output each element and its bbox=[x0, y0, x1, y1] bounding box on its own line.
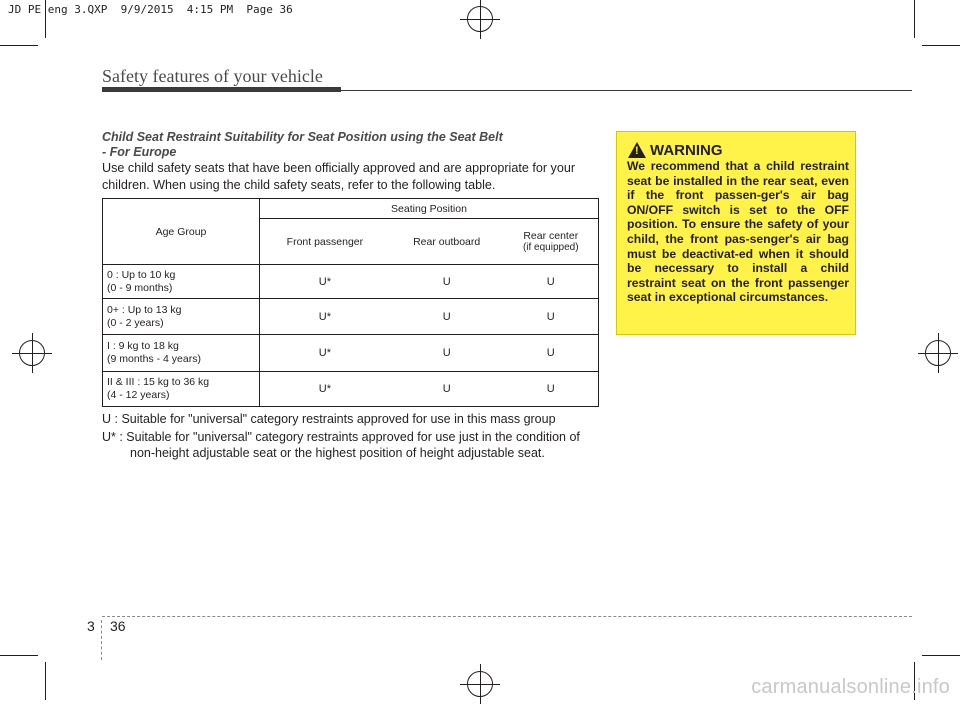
age-group-cell bbox=[103, 265, 260, 299]
registration-mark-left bbox=[19, 340, 45, 366]
section-title bbox=[102, 130, 602, 160]
age-range: (9 months - 4 years) bbox=[107, 353, 201, 365]
value-cell: U bbox=[390, 265, 504, 299]
footer-chapter-number: 3 bbox=[87, 618, 95, 634]
print-slug: JD PE eng 3.QXP 9/9/2015 4:15 PM Page 36 bbox=[8, 3, 293, 16]
weight-range: I : 9 kg to 18 kg bbox=[107, 340, 179, 352]
age-range: (0 - 2 years) bbox=[107, 316, 164, 329]
value-cell: U bbox=[504, 335, 599, 372]
value-cell: U* bbox=[260, 299, 390, 335]
crop-mark bbox=[0, 45, 38, 46]
weight-range: 0 : Up to 10 kg bbox=[107, 268, 176, 281]
seating-position-header: Seating Position bbox=[260, 199, 599, 219]
crop-mark bbox=[922, 655, 960, 656]
column-rear-center-note: (if equipped) bbox=[522, 242, 579, 253]
registration-mark-right bbox=[925, 340, 951, 366]
warning-box bbox=[616, 131, 856, 335]
value-cell: U bbox=[504, 299, 599, 335]
crop-mark bbox=[0, 655, 38, 656]
table-row bbox=[103, 335, 599, 372]
watermark: carmanualsonline.info bbox=[751, 676, 950, 698]
page-header-title: Safety features of your vehicle bbox=[102, 66, 323, 86]
suitability-table bbox=[102, 198, 599, 407]
age-range: (4 - 12 years) bbox=[107, 389, 170, 401]
section-title-line2: - For Europe bbox=[102, 145, 177, 159]
value-cell: U* bbox=[260, 265, 390, 299]
weight-range: II & III : 15 kg to 36 kg bbox=[107, 376, 210, 388]
header-bar bbox=[102, 87, 341, 92]
header-rule bbox=[341, 90, 912, 91]
age-group-cell bbox=[103, 335, 260, 372]
column-front-passenger: Front passenger bbox=[260, 219, 390, 265]
column-rear-center bbox=[504, 219, 599, 265]
value-cell: U* bbox=[260, 372, 390, 407]
footer-separator bbox=[101, 620, 102, 660]
warning-title: WARNING bbox=[650, 142, 723, 159]
warning-triangle-icon bbox=[628, 142, 646, 158]
table-row bbox=[103, 372, 599, 407]
note-universal-star-line1: U* : Suitable for "universal" category restraints approved for use just in the condition of bbox=[102, 430, 580, 444]
value-cell: U bbox=[390, 335, 504, 372]
age-range: (0 - 9 months) bbox=[107, 281, 173, 294]
crop-mark bbox=[45, 662, 46, 700]
warning-text: We recommend that a child restraint seat be installed in the rear seat, even if the front passen-ger's air bag ON/OFF switch is set to the OFF position. To ensure the safety of your child, the front pas-senger's air bag must be deactivat-ed when it should be necessary to install a child restraint seat on the front passenger seat in exceptional circumstances. bbox=[627, 159, 849, 305]
crop-mark bbox=[922, 45, 960, 46]
column-rear-center-label: Rear center bbox=[523, 230, 579, 242]
table-row bbox=[103, 299, 599, 335]
value-cell: U bbox=[390, 299, 504, 335]
age-group-header: Age Group bbox=[103, 199, 260, 265]
crop-mark bbox=[914, 0, 915, 38]
weight-range: 0+ : Up to 13 kg bbox=[107, 303, 182, 316]
note-universal: U : Suitable for "universal" category restraints approved for use in this mass group bbox=[102, 412, 556, 426]
intro-paragraph: Use child safety seats that have been officially approved and are appropriate for your children. When using the child safety seats, refer to the following table. bbox=[102, 161, 576, 192]
note-universal-star-line2: non-height adjustable seat or the highest position of height adjustable seat. bbox=[130, 446, 545, 460]
registration-mark-bottom bbox=[467, 671, 493, 697]
footer-page-number: 36 bbox=[110, 618, 126, 634]
value-cell: U bbox=[390, 372, 504, 407]
value-cell: U bbox=[504, 265, 599, 299]
value-cell: U bbox=[504, 372, 599, 407]
value-cell: U* bbox=[260, 335, 390, 372]
age-group-cell bbox=[103, 372, 260, 407]
note-universal-star bbox=[102, 429, 602, 461]
section-title-line1: Child Seat Restraint Suitability for Seat Position using the Seat Belt bbox=[102, 130, 503, 144]
table-row bbox=[103, 265, 599, 299]
column-rear-outboard: Rear outboard bbox=[390, 219, 504, 265]
age-group-cell bbox=[103, 299, 260, 335]
footer-rule bbox=[102, 616, 912, 617]
registration-mark-top bbox=[467, 6, 493, 32]
